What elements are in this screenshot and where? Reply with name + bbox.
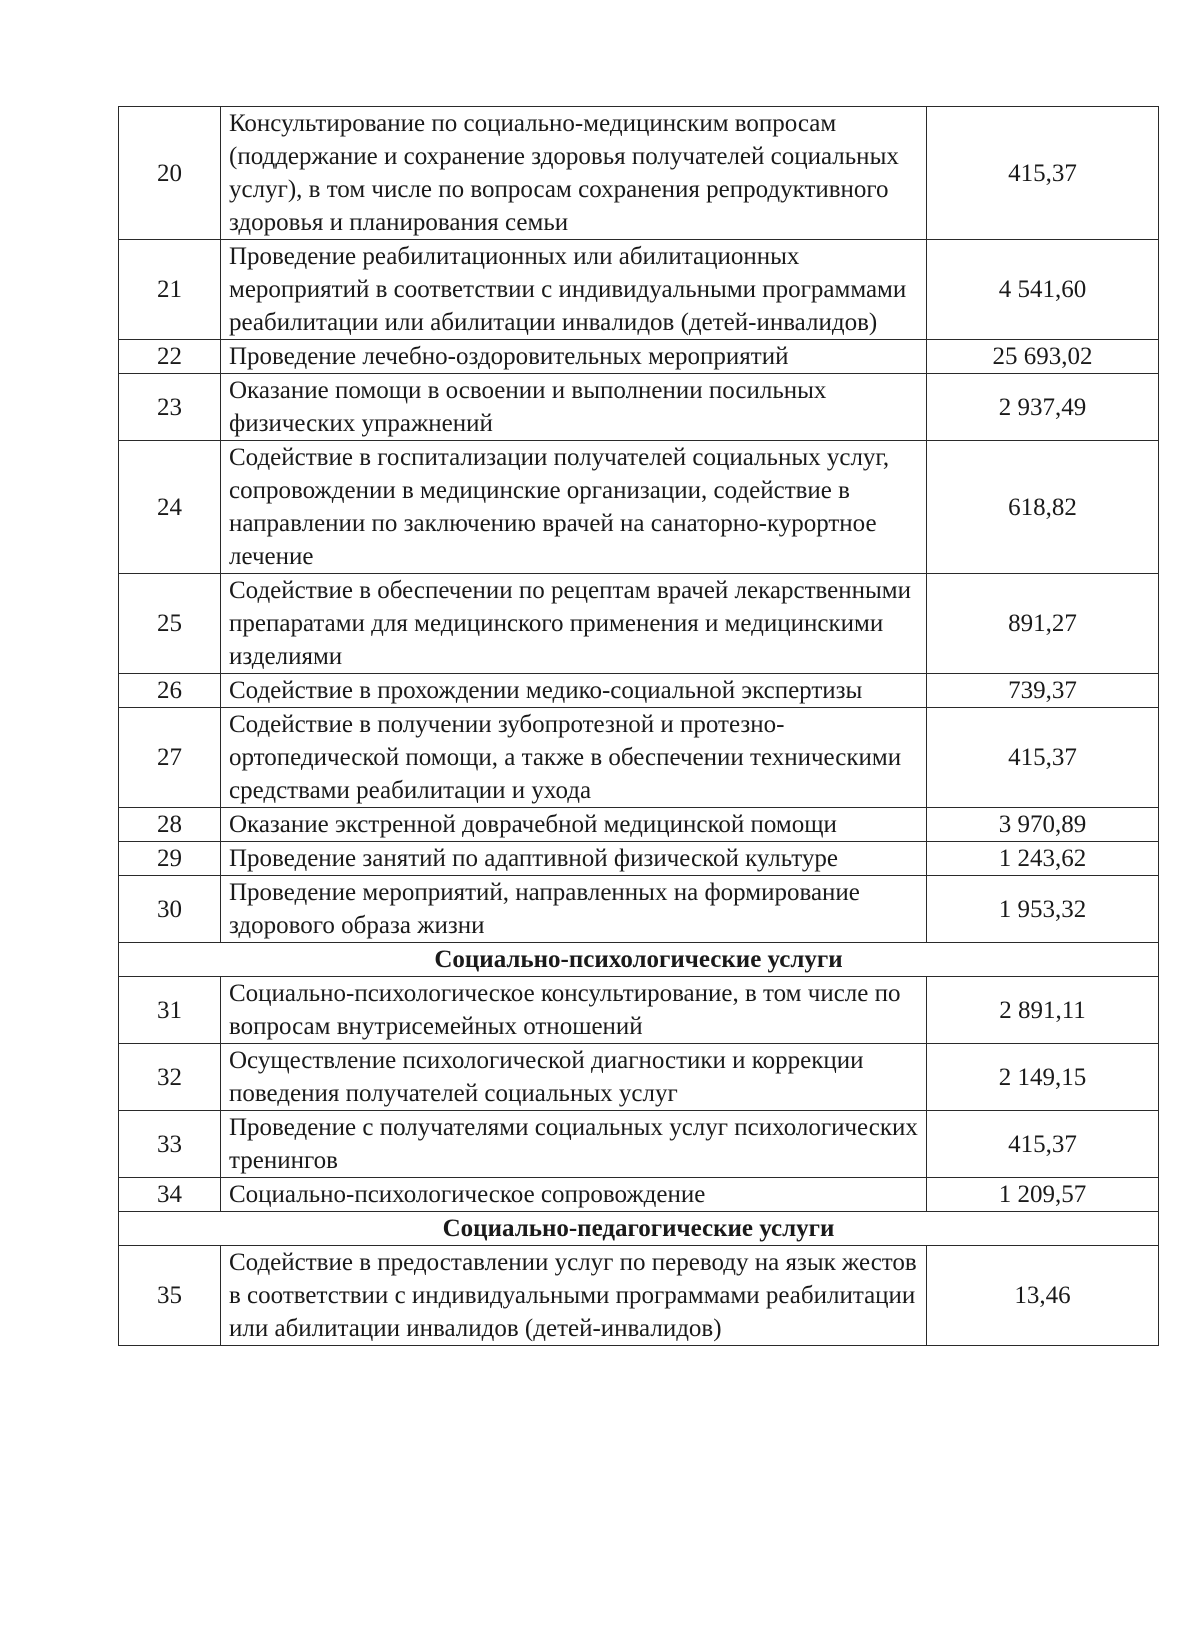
table-row <box>119 441 1159 574</box>
table-row <box>119 977 1159 1044</box>
service-price: 415,37 <box>927 708 1159 808</box>
service-name: Оказание помощи в освоении и выполнении посильных физических упражнений <box>221 374 927 441</box>
table-row <box>119 674 1159 708</box>
service-price: 739,37 <box>927 674 1159 708</box>
table-row <box>119 876 1159 943</box>
row-number: 25 <box>119 574 221 674</box>
service-price: 891,27 <box>927 574 1159 674</box>
service-name: Проведение занятий по адаптивной физической культуре <box>221 842 927 876</box>
service-price: 3 970,89 <box>927 808 1159 842</box>
service-name: Проведение с получателями социальных услуг психологических тренингов <box>221 1111 927 1178</box>
service-price: 2 891,11 <box>927 977 1159 1044</box>
row-number: 32 <box>119 1044 221 1111</box>
service-price: 1 243,62 <box>927 842 1159 876</box>
row-number: 33 <box>119 1111 221 1178</box>
service-name: Содействие в предоставлении услуг по переводу на язык жестов в соответствии с индивидуальными программами реабилитации или абилитации инвалидов (детей-инвалидов) <box>221 1246 927 1346</box>
service-price: 415,37 <box>927 107 1159 240</box>
row-number: 23 <box>119 374 221 441</box>
table-body <box>119 107 1159 1346</box>
service-name: Оказание экстренной доврачебной медицинской помощи <box>221 808 927 842</box>
service-price: 618,82 <box>927 441 1159 574</box>
service-price: 1 953,32 <box>927 876 1159 943</box>
row-number: 26 <box>119 674 221 708</box>
table-row <box>119 240 1159 340</box>
section-header-row <box>119 1212 1159 1246</box>
services-price-table <box>118 106 1159 1346</box>
service-price: 1 209,57 <box>927 1178 1159 1212</box>
table-row <box>119 1044 1159 1111</box>
service-name: Содействие в обеспечении по рецептам врачей лекарственными препаратами для медицинского применения и медицинскими изделиями <box>221 574 927 674</box>
table-row <box>119 107 1159 240</box>
service-name: Содействие в прохождении медико-социальной экспертизы <box>221 674 927 708</box>
service-name: Проведение лечебно-оздоровительных мероприятий <box>221 340 927 374</box>
service-name: Социально-психологическое сопровождение <box>221 1178 927 1212</box>
service-price: 13,46 <box>927 1246 1159 1346</box>
service-price: 2 149,15 <box>927 1044 1159 1111</box>
service-price: 25 693,02 <box>927 340 1159 374</box>
row-number: 21 <box>119 240 221 340</box>
section-title: Социально-педагогические услуги <box>119 1212 1159 1246</box>
row-number: 34 <box>119 1178 221 1212</box>
row-number: 31 <box>119 977 221 1044</box>
table-row <box>119 708 1159 808</box>
service-name: Проведение мероприятий, направленных на формирование здорового образа жизни <box>221 876 927 943</box>
service-price: 2 937,49 <box>927 374 1159 441</box>
row-number: 24 <box>119 441 221 574</box>
service-name: Содействие в госпитализации получателей социальных услуг, сопровождении в медицинские организации, содействие в направлении по заключению врачей на санаторно-курортное лечение <box>221 441 927 574</box>
service-name: Консультирование по социально-медицинским вопросам (поддержание и сохранение здоровья получателей социальных услуг), в том числе по вопросам сохранения репродуктивного здоровья и планирования семьи <box>221 107 927 240</box>
section-header-row <box>119 943 1159 977</box>
table-row <box>119 1111 1159 1178</box>
table-row <box>119 340 1159 374</box>
service-name: Проведение реабилитационных или абилитационных мероприятий в соответствии с индивидуальными программами реабилитации или абилитации инвалидов (детей-инвалидов) <box>221 240 927 340</box>
service-name: Социально-психологическое консультирование, в том числе по вопросам внутрисемейных отношений <box>221 977 927 1044</box>
service-price: 4 541,60 <box>927 240 1159 340</box>
table-row <box>119 1246 1159 1346</box>
service-name: Осуществление психологической диагностики и коррекции поведения получателей социальных услуг <box>221 1044 927 1111</box>
row-number: 27 <box>119 708 221 808</box>
section-title: Социально-психологические услуги <box>119 943 1159 977</box>
table-row <box>119 574 1159 674</box>
service-name: Содействие в получении зубопротезной и протезно-ортопедической помощи, а также в обеспечении техническими средствами реабилитации и ухода <box>221 708 927 808</box>
row-number: 29 <box>119 842 221 876</box>
table-row <box>119 374 1159 441</box>
row-number: 20 <box>119 107 221 240</box>
service-price: 415,37 <box>927 1111 1159 1178</box>
table-row <box>119 842 1159 876</box>
row-number: 28 <box>119 808 221 842</box>
row-number: 30 <box>119 876 221 943</box>
table-row <box>119 1178 1159 1212</box>
row-number: 22 <box>119 340 221 374</box>
table-row <box>119 808 1159 842</box>
row-number: 35 <box>119 1246 221 1346</box>
